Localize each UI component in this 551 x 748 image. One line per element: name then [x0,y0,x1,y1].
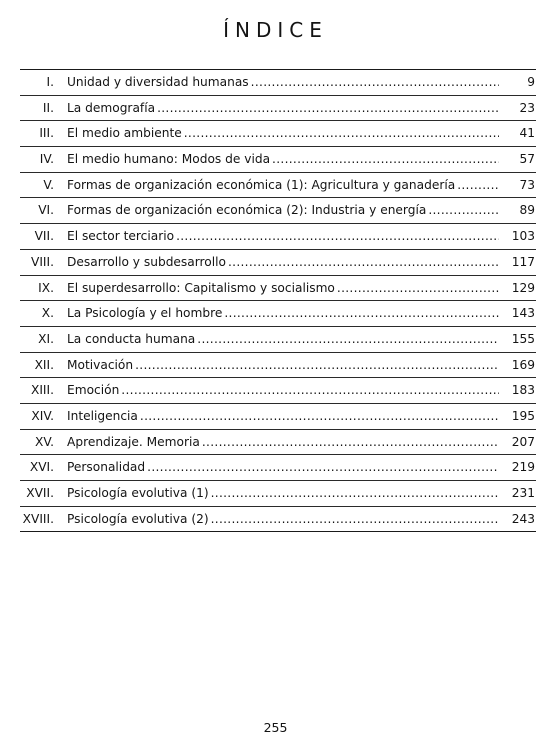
chapter-number: VII. [34,229,54,244]
chapter-number: X. [41,306,54,321]
dot-leader [182,121,499,146]
dot-leader [270,147,499,172]
toc-row [20,455,536,481]
dot-leader [155,96,499,121]
chapter-title: Unidad y diversidad humanas [67,75,249,89]
chapter-title: La Psicología y el hombre [67,306,223,321]
dot-leader [249,70,499,95]
page-number: 103 [511,229,535,244]
leader [67,250,499,275]
toc-row [20,353,536,379]
leader [67,455,499,480]
page-number: 89 [519,203,535,218]
leader [67,96,499,121]
chapter-title: Aprendizaje. Memoria [67,434,200,449]
leader [67,353,499,378]
chapter-number: VI. [38,203,54,218]
dot-leader [222,301,499,326]
leader [67,147,499,172]
chapter-title: Psicología evolutiva (1) [67,486,209,500]
chapter-number: XVI. [29,460,54,475]
page-number: 73 [519,177,535,192]
leader [67,121,499,146]
chapter-title: El medio ambiente [67,126,182,141]
page-number: 243 [511,511,535,526]
chapter-number: IX. [38,280,54,295]
chapter-title: Motivación [67,357,134,372]
dot-leader [133,353,499,378]
page-number: 169 [511,357,535,372]
dot-leader [138,404,499,429]
dot-leader [335,276,499,301]
chapter-number: VIII. [31,254,54,269]
leader [67,301,499,326]
dot-leader [455,173,499,198]
toc-row [20,327,536,353]
toc-row [20,70,536,96]
dot-leader [195,327,499,352]
toc-row [20,250,536,276]
dot-leader [426,198,499,223]
leader [67,481,499,506]
leader [67,276,499,301]
dot-leader [200,430,499,455]
chapter-title: Emoción [67,383,120,398]
toc-row [20,481,536,507]
page-number: 9 [527,75,535,89]
chapter-title: El medio humano: Modos de vida [67,152,271,167]
toc-row [20,378,536,404]
dot-leader [209,507,499,532]
chapter-number: XI. [38,331,54,346]
chapter-number: IV. [39,152,54,167]
page-number: 195 [511,408,535,423]
toc-row [20,301,536,327]
leader [67,430,499,455]
chapter-number: I. [46,75,54,89]
chapter-number: XII. [34,357,54,372]
page-number: 183 [511,383,535,398]
chapter-number: XVII. [26,486,54,500]
dot-leader [209,481,499,506]
page-number: 23 [519,100,535,115]
chapter-title: Personalidad [67,460,146,475]
chapter-title: Inteligencia [67,408,138,423]
chapter-title: Formas de organización económica (2): Industria y energía [67,203,427,218]
toc-row [20,198,536,224]
chapter-number: III. [39,126,54,141]
toc-row [20,121,536,147]
chapter-title: La conducta humana [67,331,196,346]
chapter-title: El sector terciario [67,229,175,244]
page-number: 117 [511,254,535,269]
toc-row [20,147,536,173]
chapter-title: La demografía [67,100,156,115]
chapter-title: Formas de organización económica (1): Agricultura y ganadería [67,177,456,192]
page-number: 207 [511,434,535,449]
table-of-contents [20,69,536,532]
chapter-number: II. [42,100,54,115]
page-number: 41 [519,126,535,141]
toc-row [20,96,536,122]
toc-row [20,276,536,302]
leader [67,70,499,95]
chapter-number: V. [43,177,54,192]
leader [67,173,499,198]
toc-row [20,404,536,430]
leader [67,327,499,352]
page-number: 129 [511,280,535,295]
toc-row [20,430,536,456]
dot-leader [119,378,499,403]
chapter-title: El superdesarrollo: Capitalismo y socialismo [67,280,335,295]
toc-row [20,224,536,250]
chapter-title: Desarrollo y subdesarrollo [67,254,226,269]
page-number: 219 [511,460,535,475]
page-number: 57 [519,152,535,167]
chapter-number: XIII. [30,383,54,398]
chapter-number: XVIII. [22,511,54,526]
dot-leader [145,455,499,480]
dot-leader [174,224,499,249]
toc-row [20,507,536,532]
leader [67,404,499,429]
page-number: 143 [511,306,535,321]
page-number: 155 [511,331,535,346]
leader [67,507,499,532]
page-title: ÍNDICE [223,18,328,42]
page-folio: 255 [263,720,288,735]
toc-row [20,173,536,199]
leader [67,198,499,223]
chapter-title: Psicología evolutiva (2) [67,511,209,526]
chapter-number: XIV. [31,408,54,423]
leader [67,224,499,249]
leader [67,378,499,403]
chapter-number: XV. [35,434,54,449]
dot-leader [226,250,499,275]
page-number: 231 [511,486,535,500]
